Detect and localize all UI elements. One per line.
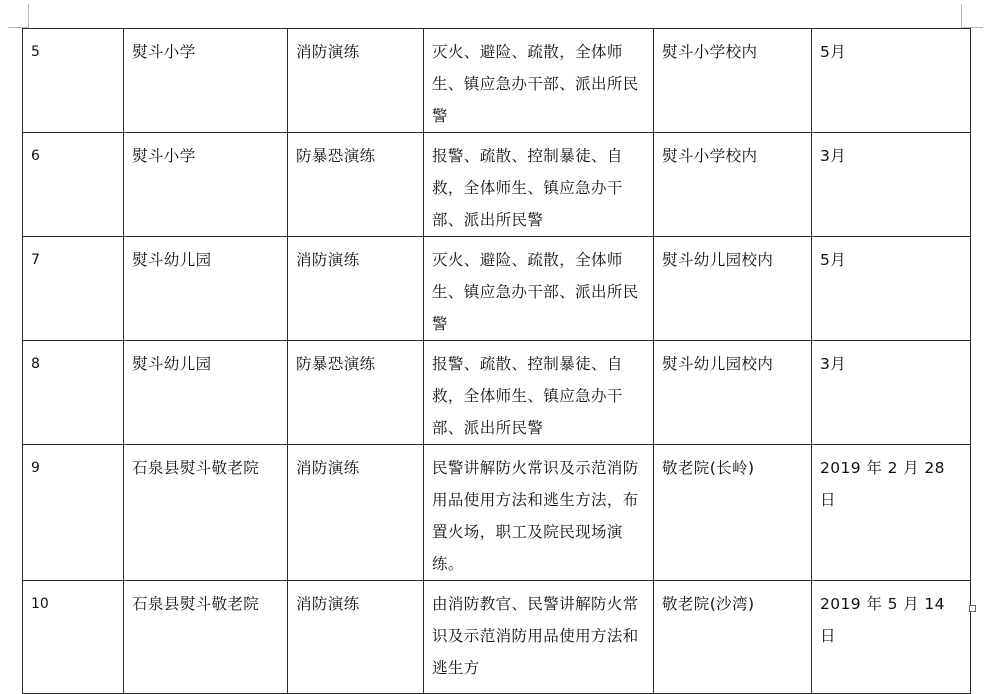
drill-time-cell: 2019 年 2 月 28 日 [812,445,971,581]
drill-content-cell: 由消防教官、民警讲解防火常识及示范消防用品使用方法和逃生方 [424,581,654,694]
drill-time-cell: 2019 年 5 月 14 日 [812,581,971,694]
row-number: 7 [23,237,124,341]
drill-content-cell: 灭火、避险、疏散，全体师生、镇应急办干部、派出所民警 [424,29,654,133]
page-corner-mark-top-left [28,4,29,28]
drill-content-cell: 民警讲解防火常识及示范消防用品使用方法和逃生方法，布置火场，职工及院民现场演练。 [424,445,654,581]
table-row [23,581,971,694]
unit-cell: 熨斗幼儿园 [124,341,288,445]
drill-time-cell: 5月 [812,29,971,133]
drill-type-cell: 防暴恐演练 [288,133,424,237]
row-number: 8 [23,341,124,445]
unit-cell: 熨斗小学 [124,29,288,133]
drill-content-cell: 灭火、避险、疏散，全体师生、镇应急办干部、派出所民警 [424,237,654,341]
table-row [23,445,971,581]
unit-cell: 熨斗幼儿园 [124,237,288,341]
drill-type-cell: 消防演练 [288,445,424,581]
drill-type-cell: 防暴恐演练 [288,341,424,445]
table-row [23,133,971,237]
table-row [23,341,971,445]
drill-place-cell: 敬老院(沙湾) [654,581,812,694]
drill-place-cell: 熨斗小学校内 [654,133,812,237]
table-row [23,237,971,341]
row-number: 5 [23,29,124,133]
drill-time-cell: 3月 [812,133,971,237]
drill-time-cell: 3月 [812,341,971,445]
page-corner-mark-top-right [961,4,962,28]
drill-content-cell: 报警、疏散、控制暴徒、自救，全体师生、镇应急办干部、派出所民警 [424,341,654,445]
drill-type-cell: 消防演练 [288,237,424,341]
drill-time-cell: 5月 [812,237,971,341]
drill-content-cell: 报警、疏散、控制暴徒、自救，全体师生、镇应急办干部、派出所民警 [424,133,654,237]
drill-place-cell: 熨斗幼儿园校内 [654,237,812,341]
table-end-mark [969,605,976,612]
drill-type-cell: 消防演练 [288,29,424,133]
unit-cell: 石泉县熨斗敬老院 [124,445,288,581]
drill-schedule-table [22,28,971,694]
drill-type-cell: 消防演练 [288,581,424,694]
table-row [23,29,971,133]
row-number: 6 [23,133,124,237]
drill-place-cell: 敬老院(长岭) [654,445,812,581]
unit-cell: 熨斗小学 [124,133,288,237]
drill-place-cell: 熨斗小学校内 [654,29,812,133]
drill-place-cell: 熨斗幼儿园校内 [654,341,812,445]
row-number: 9 [23,445,124,581]
unit-cell: 石泉县熨斗敬老院 [124,581,288,694]
row-number: 10 [23,581,124,694]
